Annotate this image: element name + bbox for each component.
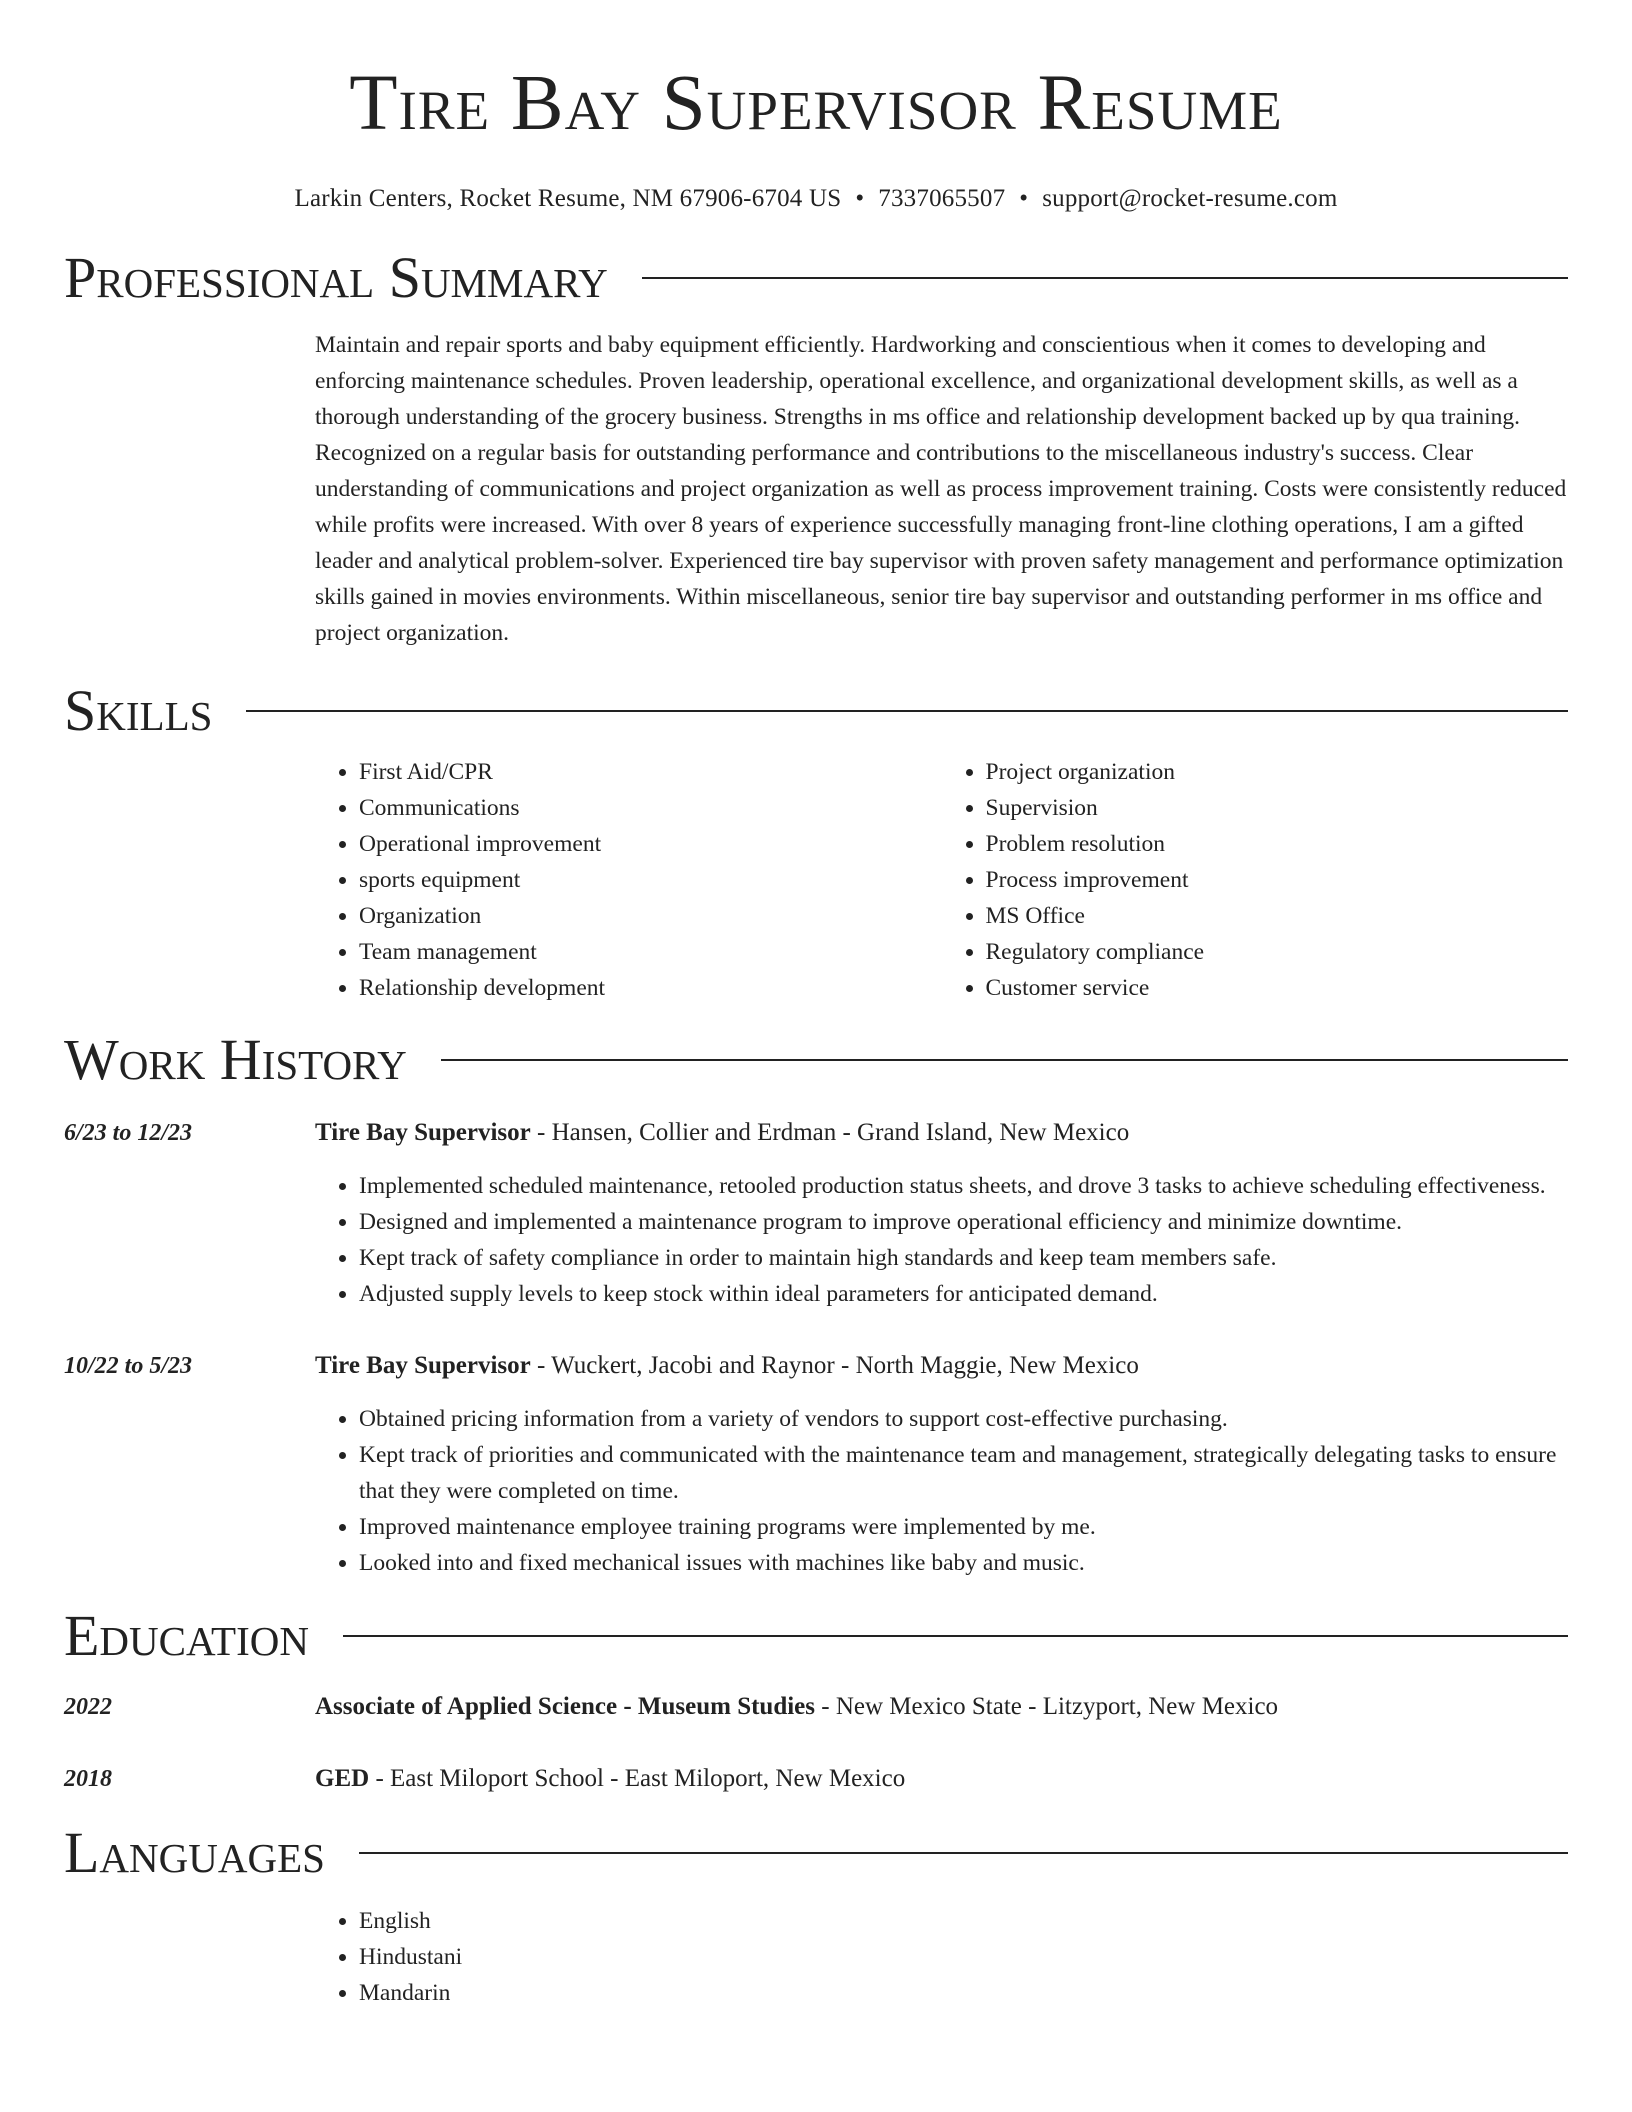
education-degree: GED <box>315 1765 370 1792</box>
skill-item: • Team management <box>359 934 942 970</box>
work-bullet: • Implemented scheduled maintenance, retooled production status sheets, and drove 3 tasks to achieve scheduling effectiveness. <box>359 1168 1568 1204</box>
language-item: • English <box>359 1903 1568 1939</box>
skills-section-header <box>64 678 1568 744</box>
contact-separator: • <box>855 185 865 212</box>
skill-item: • Communications <box>359 790 942 826</box>
summary-section-header <box>64 245 1568 311</box>
skill-item: • sports equipment <box>359 862 942 898</box>
contact-address: Larkin Centers, Rocket Resume, NM 67906-6704 US <box>294 185 842 212</box>
job-employer: - Hansen, Collier and Erdman - Grand Island, New Mexico <box>530 1119 1130 1146</box>
skill-item: • Project organization <box>986 754 1569 790</box>
skill-item: • Process improvement <box>986 862 1569 898</box>
language-item: • Mandarin <box>359 1975 1568 2011</box>
languages-section-header <box>64 1820 1568 1886</box>
skill-item: • MS Office <box>986 898 1569 934</box>
skills-heading: Skills <box>64 678 213 743</box>
education-section-header <box>64 1603 1568 1669</box>
skill-item: • Supervision <box>986 790 1569 826</box>
job-title: Tire Bay Supervisor <box>315 1119 531 1146</box>
work-entry-header <box>64 1348 1568 1384</box>
job-employer: - Wuckert, Jacobi and Raynor - North Maggie, New Mexico <box>530 1352 1139 1379</box>
section-divider <box>246 710 1568 712</box>
resume-title: Tire Bay Supervisor Resume <box>349 60 1283 147</box>
skill-item: • Operational improvement <box>359 826 942 862</box>
language-item: • Hindustani <box>359 1939 1568 1975</box>
work-entry <box>64 1348 1568 1581</box>
skill-item: • Problem resolution <box>986 826 1569 862</box>
summary-heading: Professional Summary <box>64 245 608 310</box>
skills-list <box>315 754 1568 1006</box>
languages-list <box>315 1903 1568 2011</box>
work-heading: Work History <box>64 1027 407 1092</box>
work-dates: 10/22 to 5/23 <box>64 1353 193 1379</box>
education-heading: Education <box>64 1603 309 1668</box>
work-bullets <box>315 1401 1568 1581</box>
job-title: Tire Bay Supervisor <box>315 1352 531 1379</box>
section-divider <box>441 1059 1568 1061</box>
resume-page <box>64 0 1568 2011</box>
skill-item: • Organization <box>359 898 942 934</box>
education-degree: Associate of Applied Science - Museum Studies <box>315 1693 815 1720</box>
skills-column-left <box>315 754 942 1006</box>
summary-text: Maintain and repair sports and baby equipment efficiently. Hardworking and conscientious when it comes to developing and enforcing maintenance schedules. Proven leadership, operational excellence, and organizational development skills, as well as a thorough understanding of the grocery business. Strengths in ms office and relationship development backed up by qua training. Recognized on a regular basis for outstanding performance and contributions to the miscellaneous industry's success. Clear understanding of communications and project organization as well as process improvement training. Costs were consistently reduced while profits were increased. With over 8 years of experience successfully managing front-line clothing operations, I am a gifted leader and analytical problem-solver. Experienced tire bay supervisor with proven safety management and performance optimization skills gained in movies environments. Within miscellaneous, senior tire bay supervisor and outstanding performer in ms office and project organization. <box>315 332 1567 646</box>
work-title-line <box>315 1348 1139 1384</box>
work-entry <box>64 1115 1568 1312</box>
section-divider <box>343 1635 1568 1637</box>
work-entry-header <box>64 1115 1568 1151</box>
work-dates: 6/23 to 12/23 <box>64 1120 193 1146</box>
work-bullet: • Kept track of priorities and communicated with the maintenance team and management, strategically delegating tasks to ensure that they were completed on time. <box>359 1437 1568 1509</box>
skill-item: • First Aid/CPR <box>359 754 942 790</box>
contact-phone: 7337065507 <box>878 185 1006 212</box>
section-divider <box>359 1852 1568 1854</box>
education-year: 2022 <box>64 1694 112 1720</box>
languages-heading: Languages <box>64 1820 325 1885</box>
contact-line <box>64 182 1568 216</box>
work-section-header <box>64 1027 1568 1093</box>
work-title-line <box>315 1115 1129 1151</box>
education-entry <box>64 1689 1568 1725</box>
work-bullet: • Adjusted supply levels to keep stock within ideal parameters for anticipated demand. <box>359 1276 1568 1312</box>
skill-item: • Relationship development <box>359 970 942 1006</box>
work-bullet: • Improved maintenance employee training programs were implemented by me. <box>359 1509 1568 1545</box>
work-bullet: • Obtained pricing information from a variety of vendors to support cost-effective purchasing. <box>359 1401 1568 1437</box>
section-divider <box>642 277 1568 279</box>
education-school: - New Mexico State - Litzyport, New Mexico <box>815 1693 1279 1720</box>
skill-item: • Regulatory compliance <box>986 934 1569 970</box>
skill-item: • Customer service <box>986 970 1569 1006</box>
education-school: - East Miloport School - East Miloport, New Mexico <box>369 1765 906 1792</box>
education-entry <box>64 1761 1568 1797</box>
skills-column-right <box>942 754 1569 1006</box>
education-year: 2018 <box>64 1766 112 1792</box>
contact-email: support@rocket-resume.com <box>1042 185 1338 212</box>
contact-separator: • <box>1019 185 1029 212</box>
work-bullet: • Kept track of safety compliance in order to maintain high standards and keep team members safe. <box>359 1240 1568 1276</box>
work-bullets <box>315 1168 1568 1312</box>
education-line <box>315 1689 1278 1725</box>
work-bullet: • Designed and implemented a maintenance program to improve operational efficiency and minimize downtime. <box>359 1204 1568 1240</box>
education-line <box>315 1761 905 1797</box>
work-bullet: • Looked into and fixed mechanical issues with machines like baby and music. <box>359 1545 1568 1581</box>
